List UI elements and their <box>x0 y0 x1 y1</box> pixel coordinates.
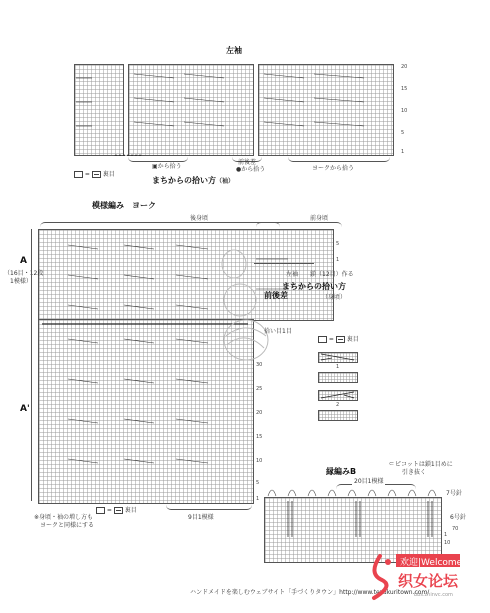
edging-title: 縁編みB <box>326 467 357 476</box>
sleeve-row-1: 1 <box>401 149 405 155</box>
yoke-front-neck-label: 前身頃 <box>310 215 329 222</box>
footer-website: ハンドメイドを楽しむウェブサイト「手づくりタウン」http://www.tezukuritown.com/ <box>190 589 430 596</box>
yoke-back-brace <box>40 222 280 227</box>
cable-left-mark <box>318 390 358 400</box>
yoke-back-neck-label: 後身頃 <box>190 215 209 222</box>
yoke-row-10: 10 <box>256 458 263 464</box>
sleeve-cable-marks <box>74 64 394 156</box>
yoke-footnote-1: ※身頃・袖の増し方も <box>34 514 94 521</box>
cable-right-mark <box>318 352 358 362</box>
cable-right-label: 1 <box>336 364 340 370</box>
cable-left-label: 2 <box>336 402 340 408</box>
yoke-chain-note: 鎖（12目）作る <box>310 271 354 278</box>
sleeve-brace-yoke <box>288 157 390 162</box>
yoke-row-upper-5: 5 <box>336 241 340 247</box>
edging-picot-note: ⸦ピコットは鎖1目めに <box>388 460 453 468</box>
edging-row-10: 10 <box>444 540 451 546</box>
yoke-a-rows: （16目・12段 <box>4 270 44 277</box>
symbol-legend-knit: = 裏目 <box>318 334 359 343</box>
cable-left-icon-b <box>318 410 358 421</box>
yarn-ball-illustration <box>206 236 276 366</box>
yoke-a-bracket <box>31 229 32 319</box>
yoke-chain-line <box>254 263 314 264</box>
yoke-row-upper-1: 1 <box>336 257 340 263</box>
yoke-repeat-note: 9目1模様 <box>188 514 214 521</box>
sleeve-row-10: 10 <box>401 108 408 114</box>
yoke-label-a2: A' <box>20 404 30 414</box>
sleeve-front-back-diff: 前後差 <box>238 159 257 166</box>
cable-right-icon-b <box>318 372 358 383</box>
watermark-logo-icon <box>360 552 400 602</box>
sleeve-yoke-note: ヨークから拾う <box>312 165 355 172</box>
yoke-row-5: 5 <box>256 480 260 486</box>
yoke-front-brace <box>256 222 342 227</box>
yoke-left-sleeve: 左袖 <box>286 271 299 278</box>
yoke-pickup-sub: （身頃） <box>322 294 347 301</box>
sleeve-row-15: 15 <box>401 86 408 92</box>
edging-row-1: 1 <box>444 532 448 538</box>
watermark-welcome: 欢迎|Welcome <box>400 558 463 568</box>
sleeve-pickup-b-note: ●から拾う <box>236 166 266 173</box>
yoke-title: 模様編み ヨーク <box>92 201 156 210</box>
sleeve-legend: = 裏目 <box>74 169 115 178</box>
yoke-a-rows2: 1模様） <box>10 278 32 285</box>
yoke-row-30: 30 <box>256 362 263 368</box>
yoke-pickup-heading: まちからの拾い方 <box>282 282 346 291</box>
yoke-stitch-note: 拾い目1目 <box>264 328 292 335</box>
yoke-row-1: 1 <box>256 496 260 502</box>
yoke-legend: = 裏目 <box>96 505 137 514</box>
yoke-footnote-2: ヨークと同様にする <box>40 522 95 529</box>
sleeve-title: 左袖 <box>226 46 242 55</box>
edging-row-70: 70 <box>452 526 459 532</box>
watermark-forum: 织女论坛 <box>398 572 459 590</box>
edging-repeat: 20目1模様 <box>354 478 384 485</box>
sleeve-row-5: 5 <box>401 130 405 136</box>
watermark-url: bbs.zhinvc.com <box>414 592 453 598</box>
edging-hook-7: 7号針 <box>446 490 462 497</box>
yoke-repeat-brace <box>166 505 252 510</box>
sleeve-pickup-heading: まちからの拾い方（袖） <box>152 176 235 185</box>
edging-picot-note2: 引き抜く <box>402 469 427 476</box>
yoke-row-25: 25 <box>256 386 263 392</box>
yoke-row-15: 15 <box>256 434 263 440</box>
yoke-front-back-diff: 前後差 <box>264 291 288 300</box>
sleeve-row-20: 20 <box>401 64 408 70</box>
edging-hook-6: 6号針 <box>450 514 466 521</box>
sleeve-pickup-a-note: ▣から拾う <box>152 163 182 170</box>
yoke-label-a: A <box>20 256 27 266</box>
yoke-a2-bracket <box>31 319 32 501</box>
yoke-row-20: 20 <box>256 410 263 416</box>
